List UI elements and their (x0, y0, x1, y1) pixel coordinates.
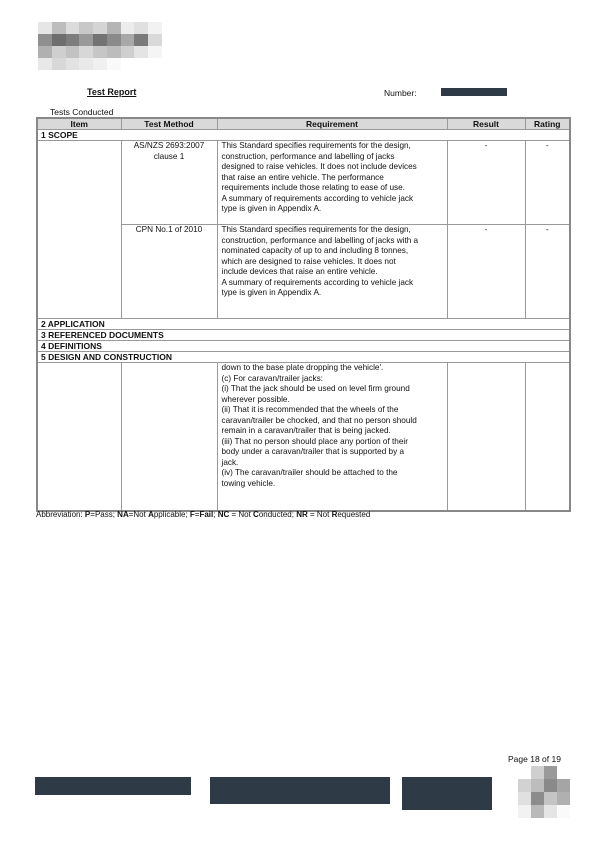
result-cell: - (447, 225, 525, 319)
tests-table (36, 117, 571, 512)
method-line: CPN No.1 of 2010 (135, 225, 203, 234)
requirement-line: nominated capacity of up to and including 8 tonnes, (221, 246, 409, 255)
rating-cell: - (525, 225, 570, 319)
page-number: Page 18 of 19 (508, 754, 561, 764)
section-title: 3 REFERENCED DOCUMENTS (37, 330, 570, 341)
requirement-line: (i) That the jack should be used on level firm ground (221, 384, 410, 393)
abbrev-code: A (148, 510, 154, 519)
requirement-line: caravan/trailer be chocked, and that no person should (221, 415, 417, 425)
abbrev-prefix: Abbreviation: (36, 510, 85, 519)
abbrev-code: R (331, 510, 338, 519)
item-cell (37, 363, 121, 511)
abbrev-text: =Pass; (90, 510, 118, 519)
abbrev-text: = Not (307, 510, 332, 519)
requirement-line: designed to raise vehicles. It does not include devices (221, 162, 417, 171)
requirement-line: (c) For caravan/trailer jacks: (221, 373, 323, 383)
section-row-referenced-documents (37, 330, 570, 341)
col-header-test-method: Test Method (121, 118, 217, 130)
requirement-line: construction, performance and labelling of jacks with a (221, 235, 419, 245)
abbreviation-legend (36, 510, 370, 519)
report-title: Test Report (87, 87, 137, 97)
redacted-footer-block (210, 777, 390, 804)
requirement-line: This Standard specifies requirements for the design, (221, 141, 411, 150)
test-method-cell (121, 141, 217, 225)
requirement-line: type is given in Appendix A. (221, 204, 322, 213)
requirement-line: which are designed to raise vehicles. It does not (221, 256, 396, 266)
requirement-line: that raise an entire vehicle. The performance (221, 172, 384, 182)
col-header-result: Result (447, 118, 525, 130)
table-header-row (37, 118, 570, 130)
result-cell: - (447, 141, 525, 225)
section-title: 1 SCOPE (37, 130, 570, 141)
abbrev-code: F (189, 510, 195, 519)
abbrev-code: P (84, 510, 91, 519)
redacted-footer-block (35, 777, 191, 795)
requirement-cell (217, 363, 447, 511)
requirement-line: towing vehicle. (221, 478, 276, 488)
abbrev-text: equested (337, 510, 371, 519)
requirement-line: A summary of requirements according to vehicle jack (221, 277, 414, 287)
abbrev-code: NR (296, 510, 308, 519)
number-label: Number: (384, 88, 417, 98)
method-line: AS/NZS 2693:2007 (133, 141, 205, 150)
item-cell (37, 141, 121, 319)
requirement-line: jack. (221, 457, 239, 467)
requirement-line: (iii) That no person should place any portion of their (221, 436, 408, 446)
requirement-cell (217, 225, 447, 319)
company-logo (38, 22, 162, 70)
abbrev-text: onducted; (258, 510, 297, 519)
rating-cell: - (525, 141, 570, 225)
requirement-line: wherever possible. (221, 394, 290, 404)
requirement-line: construction, performance and labelling of jacks (221, 151, 395, 161)
abbrev-code: Fail (199, 510, 214, 519)
abbrev-text: pplicable; (153, 510, 190, 519)
col-header-requirement: Requirement (217, 118, 447, 130)
col-header-item: Item (37, 118, 121, 130)
test-method-cell (121, 363, 217, 511)
abbrev-code: C (253, 510, 259, 519)
abbrev-text: =Not (128, 510, 149, 519)
rating-cell (525, 363, 570, 511)
requirement-line: (iv) The caravan/trailer should be attached to the (221, 468, 398, 477)
section-title: 5 DESIGN AND CONSTRUCTION (37, 352, 570, 363)
table-row (37, 363, 570, 511)
section-title: 4 DEFINITIONS (37, 341, 570, 352)
requirement-line: remain in a caravan/trailer that is being jacked. (221, 426, 391, 435)
requirement-line: body under a caravan/trailer that is supported by a (221, 447, 405, 456)
footer-logo (518, 766, 570, 818)
section-title: 2 APPLICATION (37, 319, 570, 330)
redacted-number (441, 88, 507, 96)
table-row (37, 141, 570, 225)
tests-conducted-label: Tests Conducted (50, 107, 114, 117)
abbrev-text: ; (213, 510, 218, 519)
abbrev-text: = Not (229, 510, 254, 519)
requirement-line: type is given in Appendix A. (221, 288, 322, 297)
abbrev-code: NC (217, 510, 230, 519)
requirement-line: requirements include those relating to ease of use. (221, 183, 405, 192)
requirement-cell (217, 141, 447, 225)
requirement-line: (ii) That it is recommended that the wheels of the (221, 405, 399, 414)
section-row-definitions (37, 341, 570, 352)
section-row-application (37, 319, 570, 330)
requirement-line: include devices that raise an entire vehicle. (221, 267, 378, 276)
section-row-scope (37, 130, 570, 141)
result-cell (447, 363, 525, 511)
abbrev-text: = (194, 510, 200, 519)
abbrev-code: NA (117, 510, 129, 519)
requirement-line: down to the base plate dropping the vehicle'. (221, 363, 384, 372)
col-header-rating: Rating (525, 118, 570, 130)
test-method-cell (121, 225, 217, 319)
requirement-line: A summary of requirements according to vehicle jack (221, 193, 414, 203)
method-line: clause 1 (153, 151, 185, 161)
requirement-line: This Standard specifies requirements for the design, (221, 225, 411, 234)
section-row-design-construction (37, 352, 570, 363)
redacted-footer-block (402, 777, 492, 810)
